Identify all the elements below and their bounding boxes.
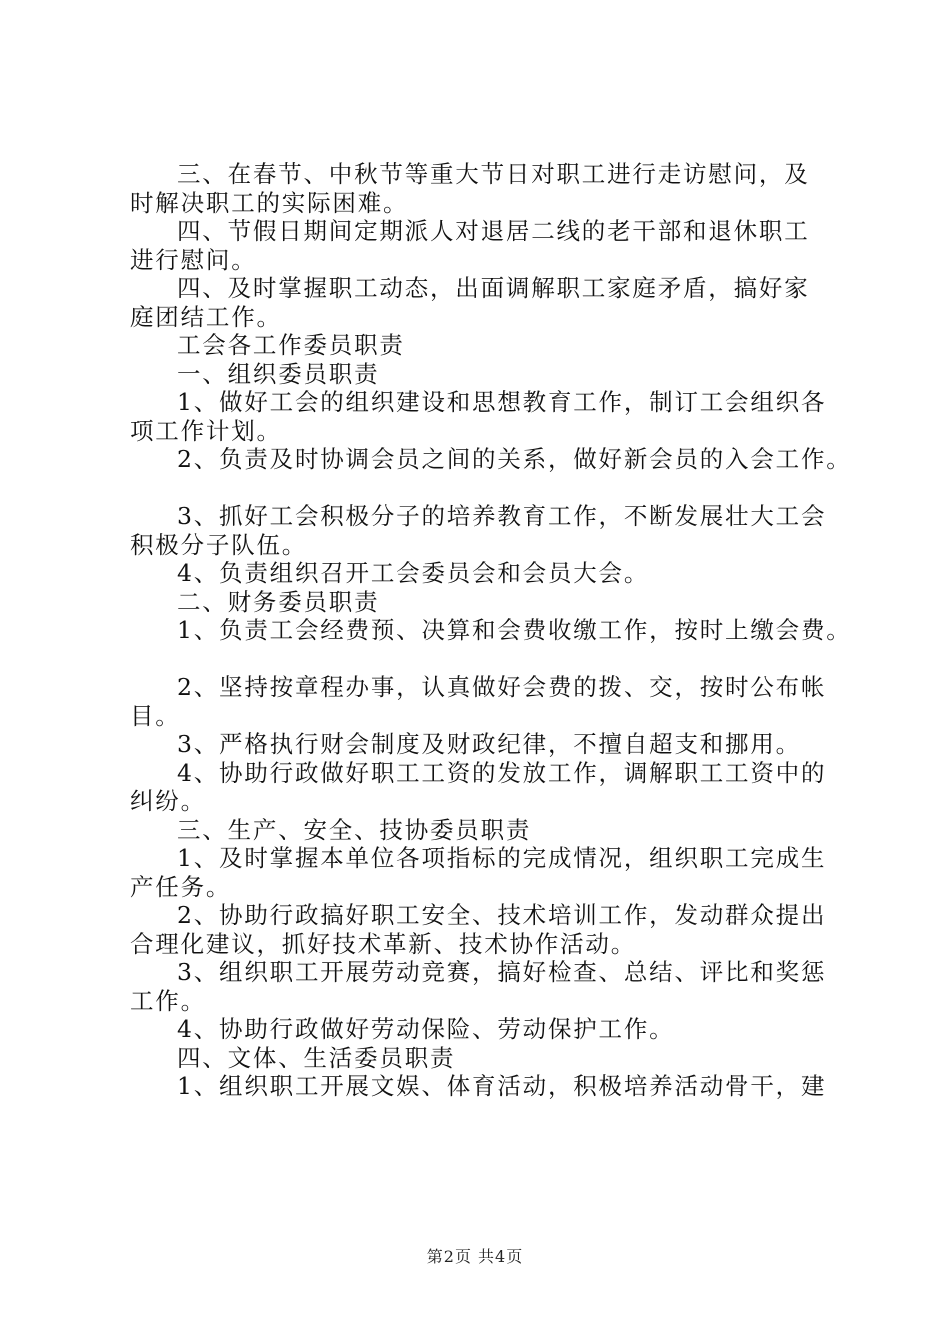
paragraph-line: 目。 — [130, 701, 181, 730]
paragraph-line-indented: 1、做好工会的组织建设和思想教育工作，制订工会组织各 — [177, 388, 827, 416]
paragraph-line: 庭团结工作。 — [130, 302, 282, 331]
paragraph-line-indented: 1、及时掌握本单位各项指标的完成情况，组织职工完成生 — [177, 844, 827, 872]
paragraph-line-indented: 三、生产、安全、技协委员职责 — [177, 815, 532, 844]
paragraph-line-indented: 1、负责工会经费预、决算和会费收缴工作，按时上缴会费。 — [177, 616, 852, 644]
paragraph-line-indented: 4、负责组织召开工会委员会和会员大会。 — [177, 559, 650, 587]
paragraph-line: 积极分子队伍。 — [130, 530, 308, 559]
paragraph-line-indented: 3、组织职工开展劳动竞赛，搞好检查、总结、评比和奖惩 — [177, 958, 827, 986]
paragraph-line: 工作。 — [130, 986, 206, 1015]
blank-line — [130, 645, 850, 674]
paragraph-line-indented: 四、节假日期间定期派人对退居二线的老干部和退休职工 — [177, 217, 810, 245]
page-footer: 第2页 共4页 — [426, 1247, 524, 1266]
document-body — [130, 160, 850, 1101]
paragraph-line-indented: 3、抓好工会积极分子的培养教育工作，不断发展壮大工会 — [177, 502, 827, 530]
paragraph-line: 进行慰问。 — [130, 245, 257, 274]
paragraph-line-indented: 2、协助行政搞好职工安全、技术培训工作，发动群众提出 — [177, 901, 827, 929]
paragraph-line: 产任务。 — [130, 872, 232, 901]
paragraph-line: 时解决职工的实际困难。 — [130, 188, 409, 217]
paragraph-line: 纠纷。 — [130, 787, 206, 815]
paragraph-line-indented: 2、负责及时协调会员之间的关系，做好新会员的入会工作。 — [177, 445, 852, 473]
paragraph-line-indented: 4、协助行政做好劳动保险、劳动保护工作。 — [177, 1015, 675, 1043]
paragraph-line-indented: 一、组织委员职责 — [177, 359, 380, 388]
paragraph-line-indented: 4、协助行政做好职工工资的发放工作，调解职工工资中的 — [177, 758, 827, 787]
paragraph-line-indented: 工会各工作委员职责 — [177, 331, 405, 359]
blank-line — [130, 474, 850, 503]
paragraph-line-indented: 四、文体、生活委员职责 — [177, 1043, 456, 1072]
paragraph-line-indented: 三、在春节、中秋节等重大节日对职工进行走访慰问，及 — [177, 160, 810, 188]
paragraph-line-indented: 四、及时掌握职工动态，出面调解职工家庭矛盾，搞好家 — [177, 274, 810, 302]
paragraph-line-indented: 2、坚持按章程办事，认真做好会费的拨、交，按时公布帐 — [177, 673, 827, 701]
paragraph-line: 项工作计划。 — [130, 416, 282, 445]
paragraph-line-indented: 1、组织职工开展文娱、体育活动，积极培养活动骨干，建 — [177, 1072, 827, 1100]
paragraph-line-indented: 3、严格执行财会制度及财政纪律，不擅自超支和挪用。 — [177, 730, 801, 758]
paragraph-line: 合理化建议，抓好技术革新、技术协作活动。 — [130, 929, 636, 958]
paragraph-line-indented: 二、财务委员职责 — [177, 587, 380, 616]
